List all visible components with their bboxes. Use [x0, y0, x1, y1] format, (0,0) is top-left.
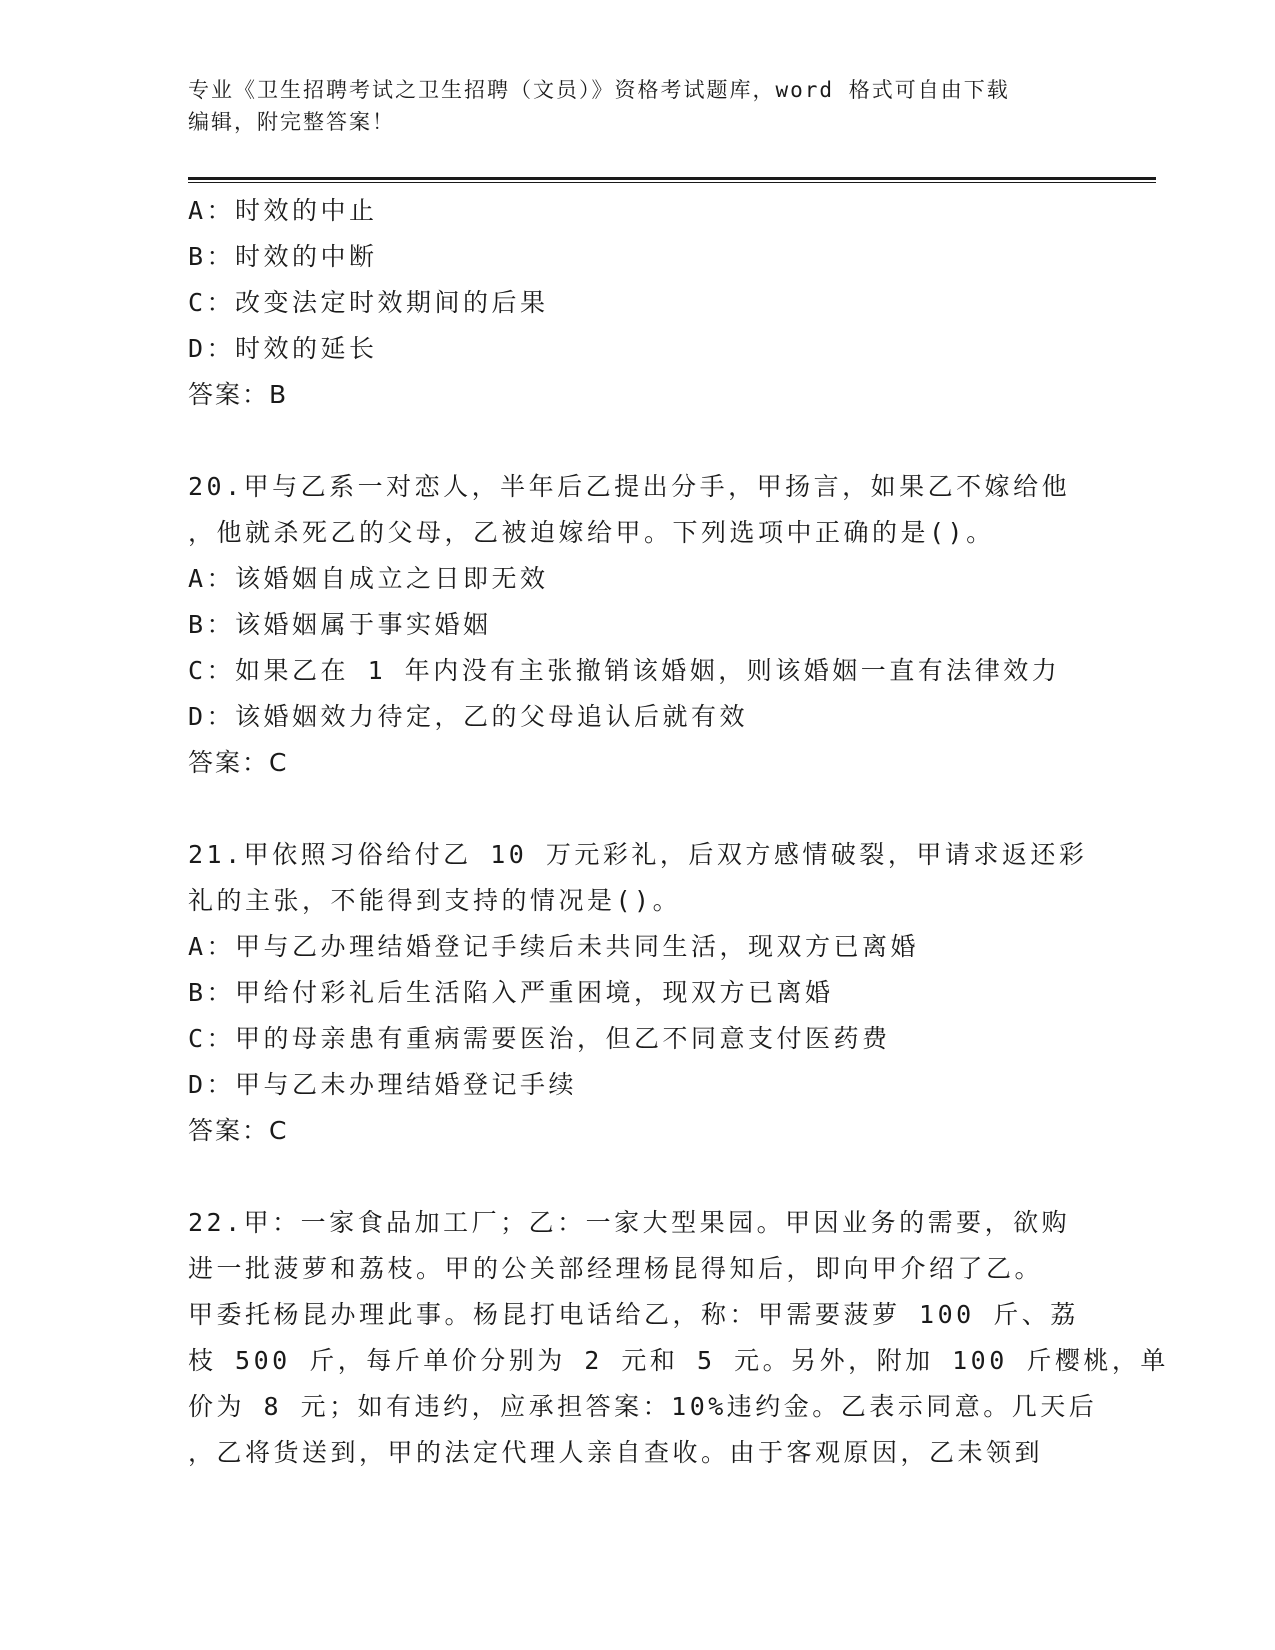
option-b: B：时效的中断 — [188, 242, 378, 271]
header-line-2: 编辑，附完整答案！ — [188, 110, 395, 134]
question-stem-line: 20.甲与乙系一对恋人，半年后乙提出分手，甲扬言，如果乙不嫁给他 — [188, 472, 1071, 501]
question-stem-line: 21.甲依照习俗给付乙 10 万元彩礼，后双方感情破裂，甲请求返还彩 — [188, 840, 1088, 869]
question-stem-line: 价为 8 元；如有违约，应承担答案：10%违约金。乙表示同意。几天后 — [188, 1392, 1098, 1421]
question-21 — [188, 832, 1108, 1154]
option-c: C：改变法定时效期间的后果 — [188, 288, 549, 317]
question-19 — [188, 188, 1108, 418]
option-a: A：该婚姻自成立之日即无效 — [188, 564, 549, 593]
spacer — [188, 1154, 1108, 1200]
question-22 — [188, 1200, 1169, 1476]
option-b: B：甲给付彩礼后生活陷入严重困境，现双方已离婚 — [188, 978, 834, 1007]
header-rule-thick — [188, 177, 1156, 180]
question-list — [188, 188, 1169, 1476]
question-stem-line: 甲委托杨昆办理此事。杨昆打电话给乙，称：甲需要菠萝 100 斤、荔 — [188, 1300, 1079, 1329]
document-header — [188, 74, 1088, 138]
option-d: D：时效的延长 — [188, 334, 378, 363]
option-a: A：时效的中止 — [188, 196, 378, 225]
question-stem-line: 枝 500 斤，每斤单价分别为 2 元和 5 元。另外，附加 100 斤樱桃，单 — [188, 1346, 1169, 1375]
question-stem-line: ，乙将货送到，甲的法定代理人亲自查收。由于客观原因，乙未领到 — [188, 1438, 1044, 1467]
option-d: D：该婚姻效力待定，乙的父母追认后就有效 — [188, 702, 749, 731]
option-c: C：如果乙在 1 年内没有主张撤销该婚姻，则该婚姻一直有法律效力 — [188, 656, 1061, 685]
header-line-1: 专业《卫生招聘考试之卫生招聘（文员）》资格考试题库，word 格式可自由下载 — [188, 78, 1010, 102]
answer: 答案：B — [188, 380, 289, 409]
option-b: B：该婚姻属于事实婚姻 — [188, 610, 492, 639]
option-a: A：甲与乙办理结婚登记手续后未共同生活，现双方已离婚 — [188, 932, 920, 961]
question-stem-line: 22.甲：一家食品加工厂；乙：一家大型果园。甲因业务的需要，欲购 — [188, 1208, 1071, 1237]
answer: 答案：C — [188, 748, 289, 777]
question-stem-line: ，他就杀死乙的父母，乙被迫嫁给甲。下列选项中正确的是()。 — [188, 518, 995, 547]
header-rule-thin — [188, 182, 1156, 183]
answer: 答案：C — [188, 1116, 289, 1145]
option-c: C：甲的母亲患有重病需要医治，但乙不同意支付医药费 — [188, 1024, 891, 1053]
spacer — [188, 418, 1108, 464]
option-d: D：甲与乙未办理结婚登记手续 — [188, 1070, 578, 1099]
spacer — [188, 786, 1108, 832]
question-stem-line: 进一批菠萝和荔枝。甲的公关部经理杨昆得知后，即向甲介绍了乙。 — [188, 1254, 1044, 1283]
question-20 — [188, 464, 1108, 786]
question-stem-line: 礼的主张，不能得到支持的情况是()。 — [188, 886, 682, 915]
